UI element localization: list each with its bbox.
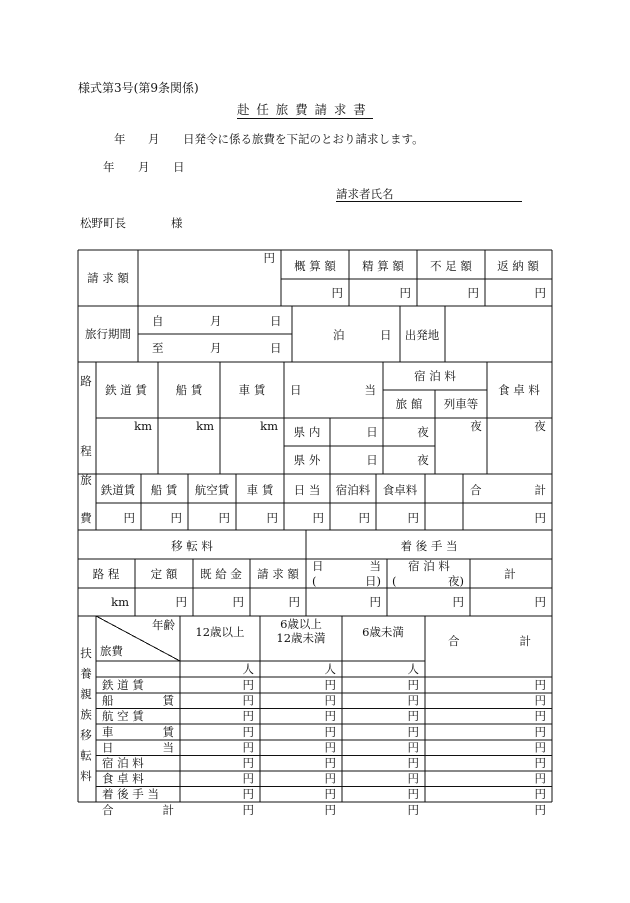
yen-unit: 円 — [324, 724, 336, 739]
yen-unit: 円 — [407, 771, 419, 786]
age-label: 年齢 — [152, 618, 175, 632]
side-label: 親 — [80, 687, 92, 701]
yen-unit: 円 — [242, 709, 254, 724]
claim-amount-label: 請 求 額 — [87, 271, 129, 285]
col-train: 列車等 — [443, 397, 479, 411]
side-label: 路 — [80, 374, 92, 388]
yen-unit: 円 — [407, 802, 419, 817]
km-unit: km — [260, 419, 278, 433]
yen-unit: 円 — [324, 787, 336, 802]
yen-unit: 円 — [242, 802, 254, 817]
paren: ( — [312, 574, 317, 588]
yen-unit: 円 — [534, 787, 546, 802]
row-8: 計 — [162, 802, 174, 817]
yen-unit: 円 — [242, 678, 254, 692]
arrival-allowance-header: 着 後 手 当 — [400, 539, 458, 553]
col-total: 計 — [519, 634, 531, 648]
col-daily: 日 当 — [293, 483, 321, 497]
night-unit: 夜) — [448, 574, 464, 588]
yen-unit: 円 — [324, 740, 336, 755]
yen-unit: 円 — [242, 724, 254, 739]
day-unit: 日 — [366, 425, 378, 439]
day-unit: 日 — [380, 328, 392, 342]
age-under-6: 6歳未満 — [362, 625, 404, 639]
col-lodging: 宿 泊 料 — [408, 559, 450, 573]
yen-unit: 円 — [218, 511, 230, 525]
col-ship: 船 賃 — [175, 383, 203, 397]
side-label: 転 — [80, 748, 92, 763]
yen-unit: 円 — [534, 693, 546, 708]
month-unit: 月 — [210, 314, 222, 328]
km-unit: km — [111, 595, 129, 609]
side-label: 費 — [80, 511, 92, 525]
yen-unit: 円 — [324, 678, 336, 692]
claimant-label: 請求者氏名 — [336, 187, 394, 201]
form-title: 赴任旅費請求書 — [237, 102, 373, 117]
yen-unit: 円 — [534, 756, 546, 770]
age-6-12: 12歳未満 — [276, 631, 326, 645]
day-unit: 日) — [365, 574, 381, 588]
out-prefecture: 県 外 — [293, 453, 321, 467]
km-unit: km — [134, 419, 152, 433]
row-4: 当 — [162, 740, 174, 755]
to-label: 至 — [152, 341, 164, 355]
expense-label: 旅費 — [100, 644, 123, 658]
yen-unit: 円 — [534, 771, 546, 786]
yen-unit: 円 — [358, 511, 370, 525]
departure-label: 出発地 — [404, 328, 440, 342]
person-unit: 人 — [242, 662, 254, 676]
col-total: 計 — [504, 567, 516, 581]
yen-unit: 円 — [263, 251, 275, 265]
col-rail: 鉄道賃 — [100, 483, 136, 497]
day-unit: 日 — [270, 314, 282, 328]
row-5: 宿 泊 料 — [102, 756, 144, 770]
date-day: 日 — [173, 160, 185, 174]
yen-unit: 円 — [242, 771, 254, 786]
yen-unit: 円 — [324, 756, 336, 770]
yen-unit: 円 — [534, 678, 546, 692]
yen-unit: 円 — [324, 802, 336, 817]
yen-unit: 円 — [266, 511, 278, 525]
age-12-plus: 12歳以上 — [195, 625, 245, 639]
day-unit: 日 — [270, 341, 282, 355]
yen-unit: 円 — [242, 756, 254, 770]
night-unit: 夜 — [417, 425, 429, 439]
intro-year: 年 — [114, 132, 126, 146]
addressee: 松野町長 — [80, 216, 126, 230]
yen-unit: 円 — [324, 709, 336, 724]
travel-period-label: 旅行期間 — [85, 327, 131, 341]
yen-unit: 円 — [534, 724, 546, 739]
col-daily: 日 — [290, 383, 302, 397]
date-month: 月 — [138, 160, 150, 174]
yen-unit: 円 — [399, 286, 411, 300]
night-unit: 夜 — [417, 453, 429, 467]
row-3: 賃 — [162, 724, 174, 739]
col-meal: 食 卓 料 — [498, 383, 540, 397]
yen-unit: 円 — [232, 595, 244, 609]
honorific: 様 — [171, 216, 183, 230]
col-refund: 返 納 額 — [497, 259, 539, 273]
side-label: 旅 — [80, 473, 92, 487]
in-prefecture: 県 内 — [293, 425, 321, 439]
yen-unit: 円 — [407, 756, 419, 770]
yen-unit: 円 — [407, 724, 419, 739]
row-6: 食 卓 料 — [102, 771, 144, 786]
yen-unit: 円 — [288, 595, 300, 609]
yen-unit: 円 — [407, 511, 419, 525]
col-paid: 既 給 金 — [200, 567, 242, 581]
col-meal: 食卓料 — [382, 483, 418, 497]
person-unit: 人 — [407, 662, 419, 676]
row-8: 合 — [102, 802, 114, 817]
yen-unit: 円 — [242, 787, 254, 802]
col-lodging: 宿泊料 — [335, 483, 371, 497]
side-label: 養 — [80, 666, 92, 681]
yen-unit: 円 — [407, 787, 419, 802]
col-car: 車 賃 — [246, 483, 274, 497]
yen-unit: 円 — [534, 740, 546, 755]
yen-unit: 円 — [407, 678, 419, 692]
age-6-12: 6歳以上 — [280, 617, 322, 631]
col-shortage: 不 足 額 — [430, 259, 472, 273]
night-unit: 夜 — [470, 419, 482, 433]
col-approx: 概 算 額 — [294, 259, 336, 273]
from-label: 自 — [152, 314, 164, 328]
col-fixed: 定 額 — [150, 567, 178, 581]
yen-unit: 円 — [534, 802, 546, 817]
paren: ( — [392, 574, 397, 588]
col-car: 車 賃 — [238, 383, 266, 397]
row-0: 鉄 道 賃 — [102, 678, 144, 692]
yen-unit: 円 — [369, 595, 381, 609]
side-label: 族 — [80, 707, 92, 722]
col-settled: 精 算 額 — [362, 259, 404, 273]
row-1: 賃 — [162, 693, 174, 708]
side-label: 扶 — [80, 646, 92, 660]
intro-text: 日発令に係る旅費を下記のとおり請求します。 — [183, 132, 424, 146]
yen-unit: 円 — [242, 740, 254, 755]
col-distance: 路 程 — [92, 567, 120, 581]
yen-unit: 円 — [312, 511, 324, 525]
yen-unit: 円 — [534, 595, 546, 609]
row-1: 船 — [102, 693, 114, 708]
col-lodging: 宿 泊 料 — [414, 369, 456, 383]
yen-unit: 円 — [170, 511, 182, 525]
yen-unit: 円 — [534, 511, 546, 525]
col-daily: 当 — [364, 383, 376, 397]
yen-unit: 円 — [242, 693, 254, 708]
month-unit: 月 — [210, 341, 222, 355]
yen-unit: 円 — [407, 709, 419, 724]
date-year: 年 — [103, 160, 115, 174]
nights-unit: 泊 — [333, 328, 345, 342]
col-total: 計 — [534, 483, 546, 497]
relocation-fee-header: 移 転 料 — [171, 539, 213, 553]
side-label: 料 — [80, 769, 92, 783]
col-daily: 当 — [369, 559, 381, 573]
col-ship: 船 賃 — [150, 483, 178, 497]
form-number: 様式第3号(第9条関係) — [78, 81, 199, 95]
km-unit: km — [196, 419, 214, 433]
day-unit: 日 — [366, 453, 378, 467]
col-total: 合 — [470, 483, 482, 497]
row-3: 車 — [102, 724, 114, 739]
yen-unit: 円 — [467, 286, 479, 300]
yen-unit: 円 — [407, 740, 419, 755]
yen-unit: 円 — [324, 693, 336, 708]
yen-unit: 円 — [324, 771, 336, 786]
yen-unit: 円 — [331, 286, 343, 300]
yen-unit: 円 — [534, 286, 546, 300]
person-unit: 人 — [324, 662, 336, 676]
col-inn: 旅 館 — [395, 397, 423, 411]
yen-unit: 円 — [452, 595, 464, 609]
intro-month: 月 — [148, 132, 160, 146]
col-rail: 鉄 道 賃 — [105, 383, 147, 397]
yen-unit: 円 — [175, 595, 187, 609]
col-daily: 日 — [312, 559, 324, 573]
col-claim: 請 求 額 — [257, 567, 299, 581]
yen-unit: 円 — [407, 693, 419, 708]
yen-unit: 円 — [534, 709, 546, 724]
row-4: 日 — [102, 740, 114, 755]
night-unit: 夜 — [534, 419, 546, 433]
side-label: 移 — [80, 728, 92, 742]
col-total: 合 — [448, 634, 460, 648]
row-2: 航 空 賃 — [102, 709, 144, 724]
row-7: 着 後 手 当 — [102, 787, 159, 802]
yen-unit: 円 — [123, 511, 135, 525]
side-label: 程 — [80, 444, 92, 458]
col-air: 航空賃 — [194, 483, 230, 497]
